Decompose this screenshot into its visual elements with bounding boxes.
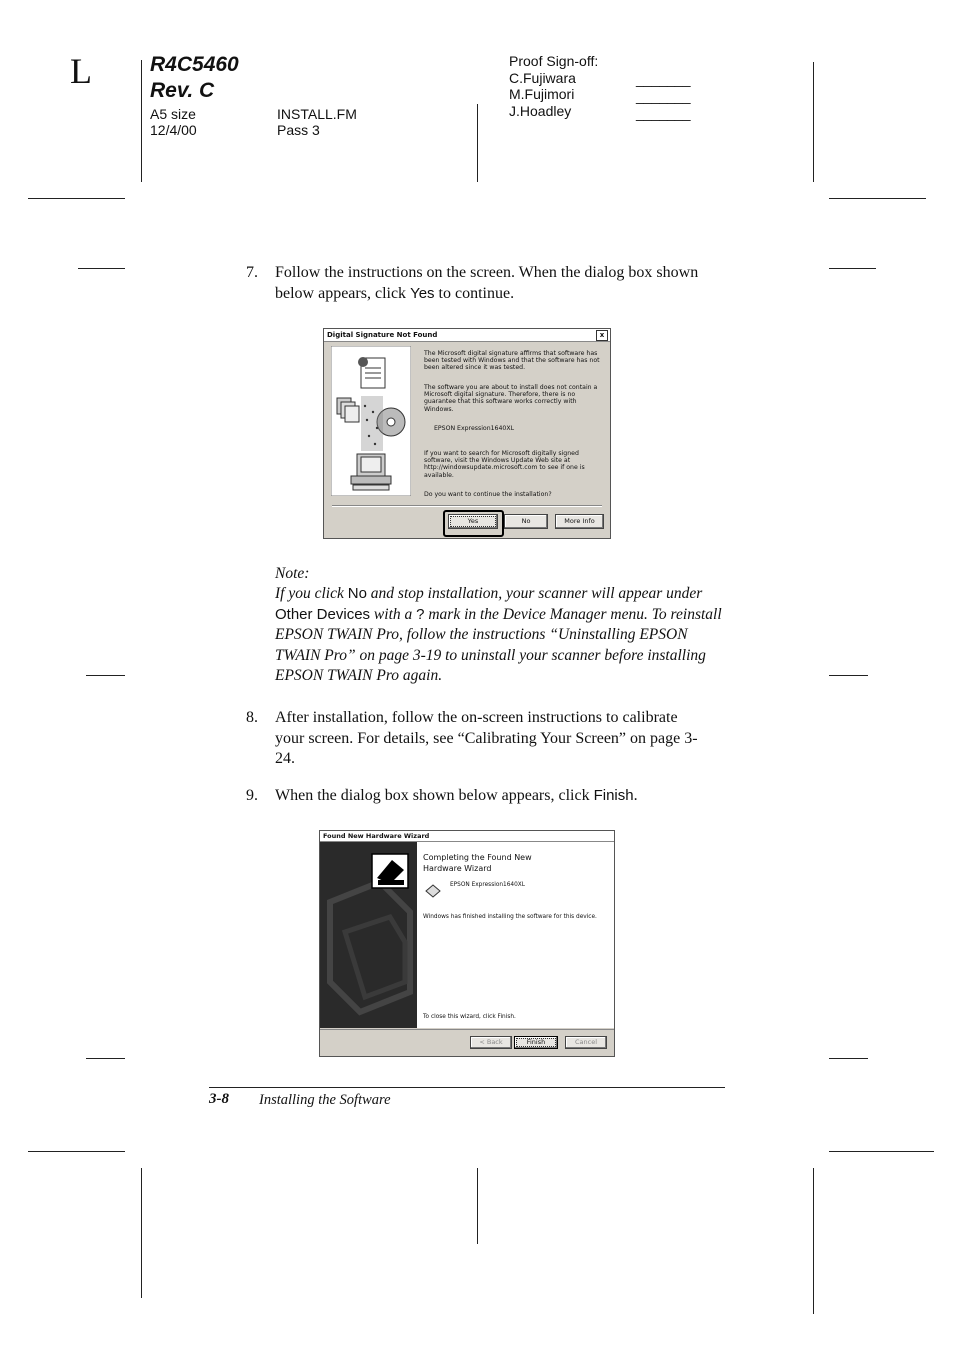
pass-number: Pass 3 <box>277 122 320 138</box>
signer-1: C.Fujiwara <box>509 70 576 86</box>
wizard-finished-text: Windows has finished installing the software for this device. <box>423 914 597 920</box>
dialog-separator <box>332 505 602 507</box>
step-7-text-a: Follow the instructions on the screen. When the dialog box shown below appears, click <box>275 264 699 302</box>
step-7-number: 7. <box>246 264 258 281</box>
page-number: 3-8 <box>209 1091 229 1107</box>
corner-letter: L <box>70 51 92 91</box>
revision: Rev. C <box>150 79 215 102</box>
signer-blank-2: _______ <box>636 88 691 104</box>
model-number: R4C5460 <box>150 53 239 76</box>
crop-mark <box>829 1151 934 1152</box>
crop-mark <box>813 1168 814 1314</box>
document-icon <box>358 357 385 388</box>
crop-mark <box>86 1058 125 1059</box>
dialog-title: Digital Signature Not Found <box>327 331 438 339</box>
crop-mark <box>829 675 868 676</box>
more-info-button[interactable]: More Info <box>555 514 604 529</box>
crop-mark <box>477 104 478 182</box>
footer-section: Installing the Software <box>259 1092 391 1108</box>
step-8-number: 8. <box>246 709 258 726</box>
file-name: INSTALL.FM <box>277 106 357 122</box>
no-ui-term: No <box>347 585 367 602</box>
paper-size: A5 size <box>150 106 196 122</box>
signer-3: J.Hoadley <box>509 103 572 119</box>
step-9-text-b: . <box>633 787 638 804</box>
step-8-text: After installation, follow the on-screen instructions to calibrate your screen. For details, see “Calibrating Your Screen” on page 3-24. <box>275 709 698 767</box>
yes-ui-term: Yes <box>410 284 435 302</box>
wizard-heading: Completing the Found New Hardware Wizard <box>423 853 532 873</box>
crop-mark <box>829 1058 868 1059</box>
crop-mark <box>477 1168 478 1244</box>
step-7-text-b: to continue. <box>434 284 515 302</box>
yes-button[interactable]: Yes <box>448 514 498 529</box>
crop-mark <box>813 62 814 182</box>
step-7-text <box>275 263 725 304</box>
dialog-paragraph-3: If you want to search for Microsoft digitally signed software, visit the Windows Update Web site at http://windowsupdate.microsoft.com to see if one is available. <box>424 450 585 479</box>
note-text-3: with a <box>370 605 417 623</box>
crop-mark <box>78 268 125 269</box>
wizard-side-panel <box>320 842 417 1028</box>
finish-button[interactable]: Finish <box>514 1036 558 1049</box>
crop-mark <box>829 198 926 199</box>
dialog-question: Do you want to continue the installation? <box>424 491 552 498</box>
digital-signature-dialog <box>323 328 611 539</box>
signer-2: M.Fujimori <box>509 86 575 102</box>
footer-rule <box>209 1087 725 1088</box>
wizard-separator <box>320 1029 614 1030</box>
wizard-hardware-icon <box>372 854 408 888</box>
signer-blank-1: _______ <box>636 71 691 87</box>
crop-mark <box>141 1168 142 1298</box>
note-text-4: mark in the Device Manager menu. To reinstall EPSON TWAIN Pro, follow the instructions “Uninstalling EPSON TWAIN Pro” on page 3-19 to uninstall your scanner before installing EPSON TWAIN Pro again. <box>275 605 722 684</box>
wizard-title-bar <box>320 831 614 842</box>
crop-mark <box>829 268 876 269</box>
device-icon <box>425 882 441 898</box>
finish-ui-term: Finish <box>593 787 634 804</box>
wizard-content <box>417 842 614 1028</box>
wizard-close-hint: To close this wizard, click Finish. <box>423 1014 516 1020</box>
crop-mark <box>28 198 125 199</box>
note-heading: Note: <box>275 565 310 582</box>
no-button[interactable]: No <box>504 514 548 529</box>
close-icon[interactable]: x <box>596 330 608 341</box>
note-text-1: If you click <box>275 585 348 602</box>
signer-blank-3: _______ <box>636 105 691 121</box>
cancel-button[interactable]: Cancel <box>565 1036 607 1049</box>
dialog-paragraph-2: The software you are about to install does not contain a Microsoft digital signature. Therefore, there is no guarantee that this software works correctly with Windows. <box>424 384 598 413</box>
signature-illustration <box>331 346 411 496</box>
dialog-paragraph-1: The Microsoft digital signature affirms that software has been tested with Windows and that the software has not been altered since it was tested. <box>424 350 600 372</box>
step-9-text <box>275 786 725 807</box>
note-text <box>275 584 725 687</box>
back-button[interactable]: < Back <box>470 1036 512 1049</box>
other-devices-ui-term: Other Devices <box>275 605 371 623</box>
crop-mark <box>28 1151 125 1152</box>
note-text-2: and stop installation, your scanner will appear under <box>366 585 703 602</box>
dialog-device-name: EPSON Expression1640XL <box>434 425 515 432</box>
dialog-title-bar <box>324 329 610 342</box>
proof-signoff-title: Proof Sign-off: <box>509 53 599 69</box>
computer-icon <box>351 454 391 490</box>
hardware-wizard-dialog <box>319 830 615 1057</box>
crop-mark <box>141 60 142 182</box>
step-9-number: 9. <box>246 787 258 804</box>
wizard-device-name: EPSON Expression1640XL <box>450 882 525 888</box>
question-mark-ui-term: ? <box>416 605 425 623</box>
step-9-text-a: When the dialog box shown below appears, click <box>275 787 594 804</box>
crop-mark <box>86 675 125 676</box>
wizard-title: Found New Hardware Wizard <box>323 832 430 840</box>
doc-date: 12/4/00 <box>150 122 197 138</box>
